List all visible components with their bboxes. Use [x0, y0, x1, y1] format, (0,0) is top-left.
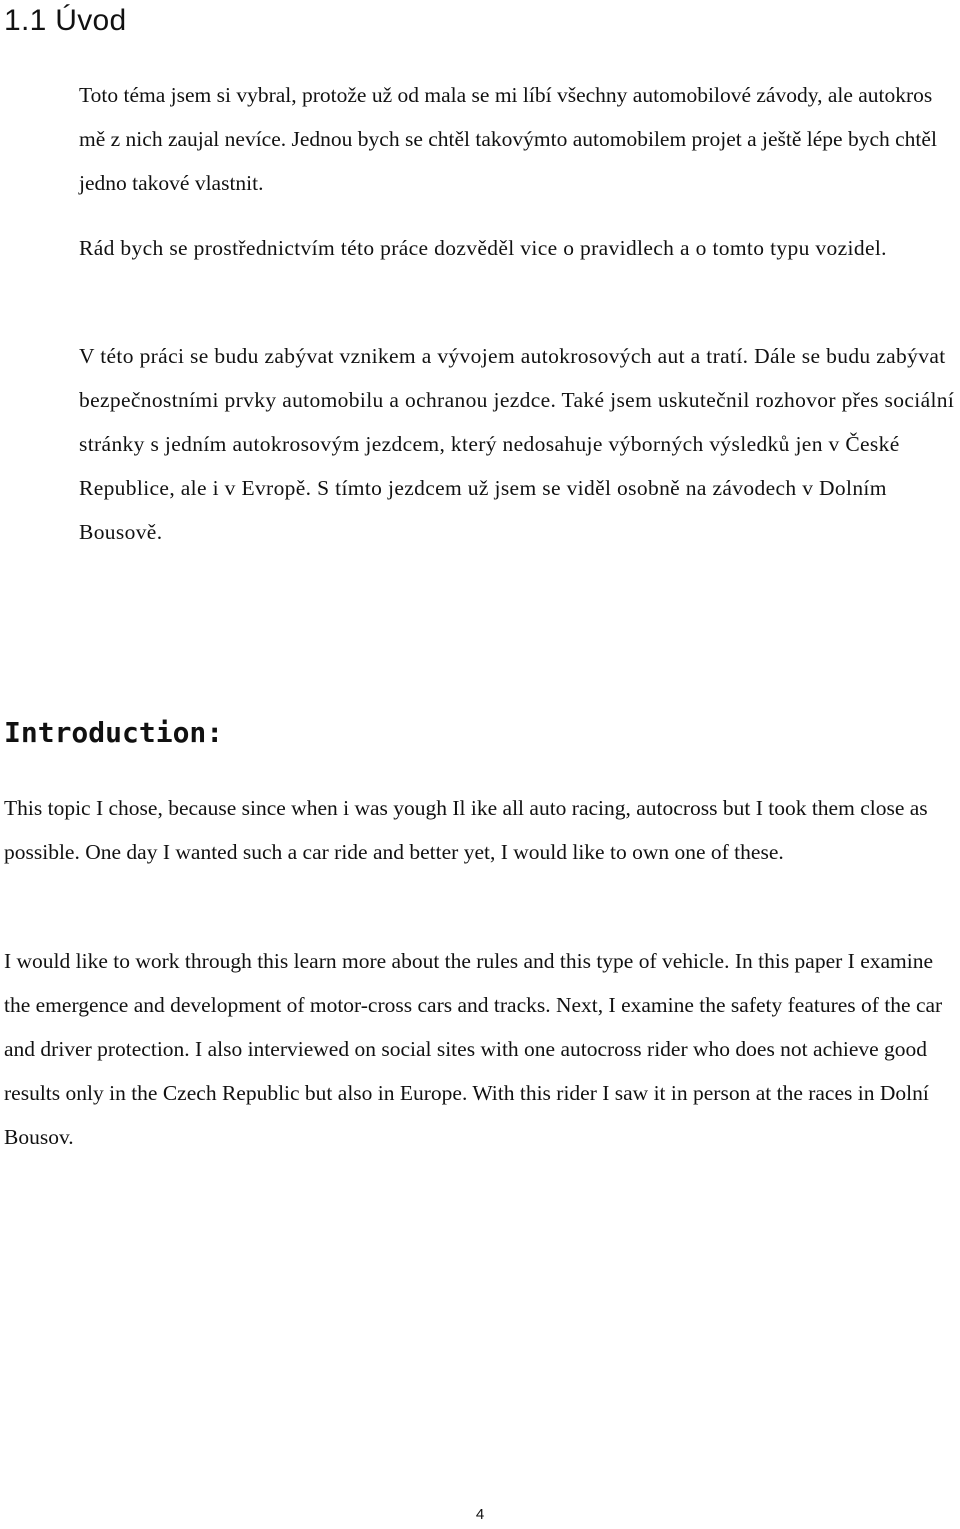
english-paragraph-2: I would like to work through this learn more about the rules and this type of vehicle. In this paper I examine the emergence and development of motor-cross cars and tracks. Next, I examine the safety features of the car and driver protection. I also interviewed on social sites with one autocross rider who does not achieve good results only in the Czech Republic but also in Europe. With this rider I saw it in person at the races in Dolní Bousov. — [4, 949, 943, 1149]
czech-paragraph-1: Toto téma jsem si vybral, protože už od mala se mi líbí všechny automobilové závody, ale autokros mě z nich zaujal nevíce. Jednou bych se chtěl takovýmto automobilem projet a ještě lépe bych chtěl jedno takové vlastnit. — [79, 83, 937, 195]
czech-paragraph-2: Rád bych se prostřednictvím této práce dozvěděl vice o pravidlech a o tomto typu vozidel. — [79, 236, 887, 260]
introduction-heading: Introduction: — [4, 716, 224, 749]
page-number: 4 — [475, 1506, 485, 1523]
english-paragraph-1: This topic I chose, because since when i was yough Il ike all auto racing, autocross but I took them close as possible. One day I wanted such a car ride and better yet, I would like to own one of these. — [4, 796, 928, 864]
section-heading: 1.1 Úvod — [4, 4, 127, 37]
czech-paragraph-3: V této práci se budu zabývat vznikem a vývojem autokrosových aut a tratí. Dále se budu zabývat bezpečnostními prvky automobilu a ochranou jezdce. Také jsem uskutečnil rozhovor přes sociální stránky s jedním autokrosovým jezdcem, který nedosahuje výborných výsledků jen v České Republice, ale i v Evropě. S tímto jezdcem už jsem se viděl osobně na závodech v Dolním Bousově. — [79, 344, 955, 544]
